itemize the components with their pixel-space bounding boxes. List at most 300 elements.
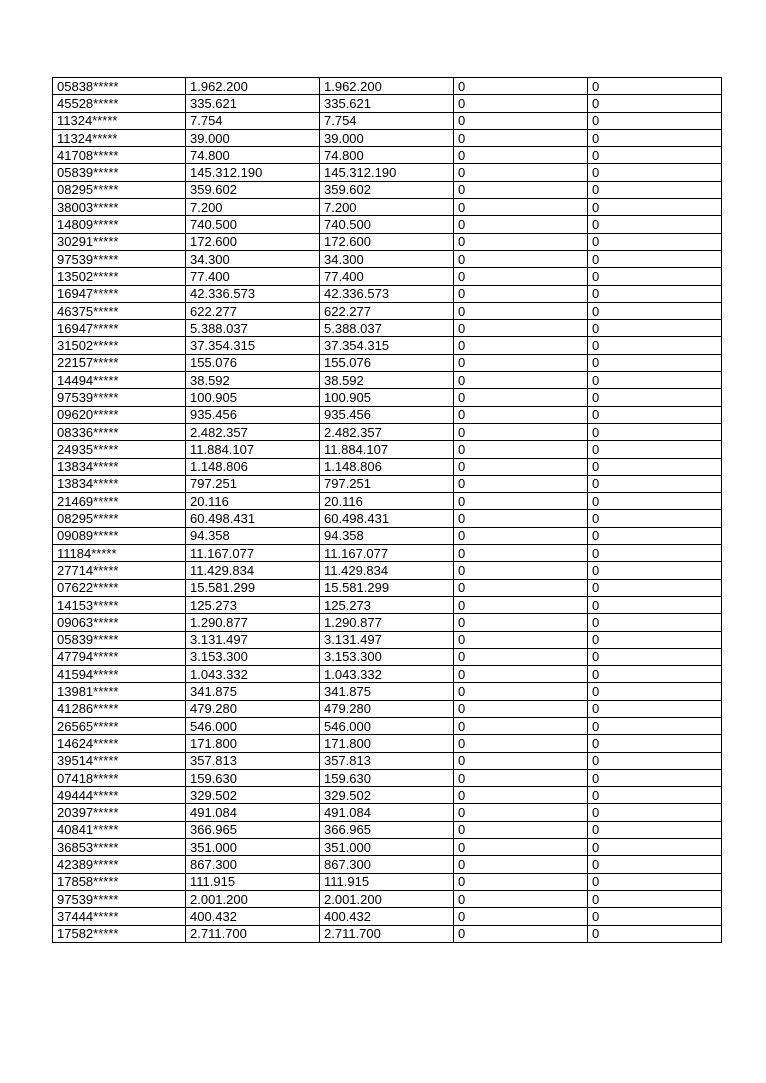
table-row <box>53 527 722 544</box>
zero-cell-2: 0 <box>588 545 722 562</box>
amount-repeat-cell: 39.000 <box>320 129 454 146</box>
table-row <box>53 717 722 734</box>
amount-cell: 1.148.806 <box>186 458 320 475</box>
zero-cell: 0 <box>454 925 588 942</box>
amount-cell: 172.600 <box>186 233 320 250</box>
amount-cell: 2.482.357 <box>186 423 320 440</box>
id-cell: 14809***** <box>53 216 186 233</box>
id-cell: 13502***** <box>53 268 186 285</box>
amount-cell: 34.300 <box>186 250 320 267</box>
table-row <box>53 925 722 942</box>
zero-cell-2: 0 <box>588 320 722 337</box>
zero-cell: 0 <box>454 441 588 458</box>
amount-cell: 1.962.200 <box>186 78 320 95</box>
amount-repeat-cell: 2.001.200 <box>320 890 454 907</box>
table-row <box>53 441 722 458</box>
zero-cell: 0 <box>454 320 588 337</box>
data-table <box>52 77 722 943</box>
id-cell: 42389***** <box>53 856 186 873</box>
amount-repeat-cell: 546.000 <box>320 717 454 734</box>
table-row <box>53 510 722 527</box>
amount-cell: 159.630 <box>186 769 320 786</box>
zero-cell-2: 0 <box>588 510 722 527</box>
zero-cell-2: 0 <box>588 752 722 769</box>
zero-cell: 0 <box>454 787 588 804</box>
id-cell: 17582***** <box>53 925 186 942</box>
amount-cell: 94.358 <box>186 527 320 544</box>
zero-cell: 0 <box>454 95 588 112</box>
zero-cell-2: 0 <box>588 233 722 250</box>
id-cell: 05838***** <box>53 78 186 95</box>
amount-cell: 3.153.300 <box>186 648 320 665</box>
id-cell: 07418***** <box>53 769 186 786</box>
amount-cell: 335.621 <box>186 95 320 112</box>
amount-cell: 3.131.497 <box>186 631 320 648</box>
zero-cell: 0 <box>454 458 588 475</box>
zero-cell: 0 <box>454 164 588 181</box>
id-cell: 11324***** <box>53 112 186 129</box>
id-cell: 09089***** <box>53 527 186 544</box>
table-row <box>53 233 722 250</box>
amount-cell: 125.273 <box>186 596 320 613</box>
amount-repeat-cell: 11.429.834 <box>320 562 454 579</box>
amount-repeat-cell: 479.280 <box>320 700 454 717</box>
amount-cell: 622.277 <box>186 302 320 319</box>
amount-repeat-cell: 7.200 <box>320 199 454 216</box>
amount-cell: 39.000 <box>186 129 320 146</box>
zero-cell-2: 0 <box>588 683 722 700</box>
amount-cell: 42.336.573 <box>186 285 320 302</box>
id-cell: 08295***** <box>53 510 186 527</box>
zero-cell: 0 <box>454 804 588 821</box>
table-row <box>53 579 722 596</box>
zero-cell: 0 <box>454 614 588 631</box>
zero-cell-2: 0 <box>588 839 722 856</box>
zero-cell-2: 0 <box>588 372 722 389</box>
amount-cell: 38.592 <box>186 372 320 389</box>
table-row <box>53 423 722 440</box>
id-cell: 46375***** <box>53 302 186 319</box>
table-row <box>53 873 722 890</box>
table-row <box>53 164 722 181</box>
amount-cell: 155.076 <box>186 354 320 371</box>
zero-cell: 0 <box>454 717 588 734</box>
amount-cell: 359.602 <box>186 181 320 198</box>
id-cell: 45528***** <box>53 95 186 112</box>
amount-repeat-cell: 2.711.700 <box>320 925 454 942</box>
zero-cell-2: 0 <box>588 890 722 907</box>
amount-cell: 935.456 <box>186 406 320 423</box>
id-cell: 16947***** <box>53 285 186 302</box>
id-cell: 38003***** <box>53 199 186 216</box>
amount-cell: 366.965 <box>186 821 320 838</box>
zero-cell-2: 0 <box>588 856 722 873</box>
amount-cell: 867.300 <box>186 856 320 873</box>
zero-cell: 0 <box>454 199 588 216</box>
zero-cell-2: 0 <box>588 458 722 475</box>
amount-repeat-cell: 145.312.190 <box>320 164 454 181</box>
amount-cell: 341.875 <box>186 683 320 700</box>
amount-cell: 351.000 <box>186 839 320 856</box>
zero-cell: 0 <box>454 389 588 406</box>
id-cell: 21469***** <box>53 493 186 510</box>
id-cell: 27714***** <box>53 562 186 579</box>
table-row <box>53 804 722 821</box>
amount-repeat-cell: 329.502 <box>320 787 454 804</box>
amount-repeat-cell: 400.432 <box>320 908 454 925</box>
amount-repeat-cell: 366.965 <box>320 821 454 838</box>
zero-cell-2: 0 <box>588 216 722 233</box>
zero-cell-2: 0 <box>588 631 722 648</box>
zero-cell: 0 <box>454 216 588 233</box>
amount-cell: 37.354.315 <box>186 337 320 354</box>
table-row <box>53 129 722 146</box>
table-row <box>53 596 722 613</box>
amount-cell: 1.290.877 <box>186 614 320 631</box>
amount-cell: 74.800 <box>186 147 320 164</box>
zero-cell: 0 <box>454 302 588 319</box>
zero-cell: 0 <box>454 406 588 423</box>
zero-cell-2: 0 <box>588 268 722 285</box>
table-row <box>53 666 722 683</box>
table-row <box>53 752 722 769</box>
table-row <box>53 181 722 198</box>
table-row <box>53 493 722 510</box>
zero-cell: 0 <box>454 648 588 665</box>
amount-repeat-cell: 125.273 <box>320 596 454 613</box>
zero-cell: 0 <box>454 354 588 371</box>
zero-cell-2: 0 <box>588 648 722 665</box>
zero-cell: 0 <box>454 527 588 544</box>
zero-cell-2: 0 <box>588 527 722 544</box>
zero-cell: 0 <box>454 129 588 146</box>
table-row <box>53 475 722 492</box>
id-cell: 41708***** <box>53 147 186 164</box>
table-row <box>53 458 722 475</box>
zero-cell-2: 0 <box>588 199 722 216</box>
amount-repeat-cell: 11.884.107 <box>320 441 454 458</box>
id-cell: 20397***** <box>53 804 186 821</box>
id-cell: 14624***** <box>53 735 186 752</box>
zero-cell-2: 0 <box>588 406 722 423</box>
zero-cell-2: 0 <box>588 95 722 112</box>
id-cell: 41594***** <box>53 666 186 683</box>
amount-repeat-cell: 1.148.806 <box>320 458 454 475</box>
zero-cell: 0 <box>454 510 588 527</box>
amount-cell: 2.001.200 <box>186 890 320 907</box>
zero-cell: 0 <box>454 735 588 752</box>
zero-cell: 0 <box>454 856 588 873</box>
amount-cell: 11.884.107 <box>186 441 320 458</box>
table-row <box>53 631 722 648</box>
zero-cell: 0 <box>454 631 588 648</box>
id-cell: 07622***** <box>53 579 186 596</box>
zero-cell: 0 <box>454 181 588 198</box>
amount-repeat-cell: 11.167.077 <box>320 545 454 562</box>
zero-cell-2: 0 <box>588 147 722 164</box>
table-row <box>53 648 722 665</box>
id-cell: 16947***** <box>53 320 186 337</box>
zero-cell: 0 <box>454 268 588 285</box>
zero-cell: 0 <box>454 285 588 302</box>
table-row <box>53 199 722 216</box>
id-cell: 09063***** <box>53 614 186 631</box>
zero-cell: 0 <box>454 372 588 389</box>
zero-cell-2: 0 <box>588 250 722 267</box>
zero-cell-2: 0 <box>588 873 722 890</box>
amount-cell: 740.500 <box>186 216 320 233</box>
zero-cell: 0 <box>454 683 588 700</box>
zero-cell-2: 0 <box>588 579 722 596</box>
id-cell: 47794***** <box>53 648 186 665</box>
zero-cell-2: 0 <box>588 562 722 579</box>
id-cell: 08336***** <box>53 423 186 440</box>
table-row <box>53 285 722 302</box>
table-row <box>53 562 722 579</box>
amount-repeat-cell: 42.336.573 <box>320 285 454 302</box>
zero-cell: 0 <box>454 562 588 579</box>
amount-repeat-cell: 94.358 <box>320 527 454 544</box>
table-row <box>53 216 722 233</box>
amount-cell: 1.043.332 <box>186 666 320 683</box>
table-row <box>53 95 722 112</box>
amount-cell: 357.813 <box>186 752 320 769</box>
amount-repeat-cell: 935.456 <box>320 406 454 423</box>
amount-repeat-cell: 351.000 <box>320 839 454 856</box>
zero-cell-2: 0 <box>588 717 722 734</box>
zero-cell-2: 0 <box>588 112 722 129</box>
zero-cell-2: 0 <box>588 475 722 492</box>
zero-cell: 0 <box>454 337 588 354</box>
zero-cell-2: 0 <box>588 596 722 613</box>
amount-repeat-cell: 111.915 <box>320 873 454 890</box>
amount-repeat-cell: 7.754 <box>320 112 454 129</box>
table-row <box>53 112 722 129</box>
table-row <box>53 337 722 354</box>
zero-cell-2: 0 <box>588 129 722 146</box>
amount-repeat-cell: 15.581.299 <box>320 579 454 596</box>
zero-cell: 0 <box>454 839 588 856</box>
table-row <box>53 302 722 319</box>
table-row <box>53 787 722 804</box>
zero-cell: 0 <box>454 475 588 492</box>
amount-repeat-cell: 2.482.357 <box>320 423 454 440</box>
id-cell: 24935***** <box>53 441 186 458</box>
zero-cell-2: 0 <box>588 614 722 631</box>
zero-cell: 0 <box>454 233 588 250</box>
table-row <box>53 147 722 164</box>
amount-cell: 5.388.037 <box>186 320 320 337</box>
zero-cell: 0 <box>454 423 588 440</box>
amount-repeat-cell: 155.076 <box>320 354 454 371</box>
zero-cell: 0 <box>454 769 588 786</box>
id-cell: 14494***** <box>53 372 186 389</box>
zero-cell-2: 0 <box>588 337 722 354</box>
amount-repeat-cell: 335.621 <box>320 95 454 112</box>
amount-repeat-cell: 357.813 <box>320 752 454 769</box>
amount-cell: 60.498.431 <box>186 510 320 527</box>
amount-repeat-cell: 797.251 <box>320 475 454 492</box>
zero-cell-2: 0 <box>588 821 722 838</box>
id-cell: 11184***** <box>53 545 186 562</box>
amount-repeat-cell: 37.354.315 <box>320 337 454 354</box>
zero-cell-2: 0 <box>588 908 722 925</box>
table-row <box>53 769 722 786</box>
zero-cell-2: 0 <box>588 389 722 406</box>
zero-cell-2: 0 <box>588 925 722 942</box>
table-row <box>53 839 722 856</box>
amount-cell: 491.084 <box>186 804 320 821</box>
zero-cell: 0 <box>454 579 588 596</box>
zero-cell-2: 0 <box>588 700 722 717</box>
id-cell: 39514***** <box>53 752 186 769</box>
amount-cell: 111.915 <box>186 873 320 890</box>
id-cell: 05839***** <box>53 631 186 648</box>
amount-repeat-cell: 1.290.877 <box>320 614 454 631</box>
zero-cell-2: 0 <box>588 493 722 510</box>
zero-cell: 0 <box>454 112 588 129</box>
amount-cell: 20.116 <box>186 493 320 510</box>
zero-cell-2: 0 <box>588 164 722 181</box>
amount-repeat-cell: 20.116 <box>320 493 454 510</box>
amount-repeat-cell: 171.800 <box>320 735 454 752</box>
id-cell: 41286***** <box>53 700 186 717</box>
zero-cell-2: 0 <box>588 441 722 458</box>
id-cell: 30291***** <box>53 233 186 250</box>
amount-cell: 329.502 <box>186 787 320 804</box>
table-row <box>53 250 722 267</box>
zero-cell-2: 0 <box>588 285 722 302</box>
table-row <box>53 908 722 925</box>
zero-cell-2: 0 <box>588 769 722 786</box>
zero-cell: 0 <box>454 890 588 907</box>
id-cell: 31502***** <box>53 337 186 354</box>
zero-cell-2: 0 <box>588 423 722 440</box>
zero-cell: 0 <box>454 596 588 613</box>
zero-cell-2: 0 <box>588 78 722 95</box>
id-cell: 13834***** <box>53 475 186 492</box>
amount-repeat-cell: 622.277 <box>320 302 454 319</box>
zero-cell-2: 0 <box>588 666 722 683</box>
table-row <box>53 354 722 371</box>
zero-cell: 0 <box>454 908 588 925</box>
amount-cell: 77.400 <box>186 268 320 285</box>
amount-repeat-cell: 867.300 <box>320 856 454 873</box>
zero-cell-2: 0 <box>588 787 722 804</box>
id-cell: 17858***** <box>53 873 186 890</box>
table-row <box>53 372 722 389</box>
table-row <box>53 320 722 337</box>
amount-cell: 11.429.834 <box>186 562 320 579</box>
zero-cell: 0 <box>454 78 588 95</box>
amount-repeat-cell: 5.388.037 <box>320 320 454 337</box>
table-row <box>53 735 722 752</box>
table-row <box>53 890 722 907</box>
table-row <box>53 268 722 285</box>
amount-repeat-cell: 1.043.332 <box>320 666 454 683</box>
amount-repeat-cell: 341.875 <box>320 683 454 700</box>
amount-cell: 15.581.299 <box>186 579 320 596</box>
zero-cell-2: 0 <box>588 804 722 821</box>
amount-repeat-cell: 740.500 <box>320 216 454 233</box>
amount-repeat-cell: 1.962.200 <box>320 78 454 95</box>
id-cell: 40841***** <box>53 821 186 838</box>
amount-repeat-cell: 491.084 <box>320 804 454 821</box>
amount-repeat-cell: 100.905 <box>320 389 454 406</box>
zero-cell: 0 <box>454 752 588 769</box>
table-row <box>53 78 722 95</box>
id-cell: 13834***** <box>53 458 186 475</box>
id-cell: 09620***** <box>53 406 186 423</box>
zero-cell: 0 <box>454 545 588 562</box>
table-row <box>53 406 722 423</box>
amount-repeat-cell: 159.630 <box>320 769 454 786</box>
zero-cell: 0 <box>454 147 588 164</box>
amount-cell: 145.312.190 <box>186 164 320 181</box>
zero-cell: 0 <box>454 666 588 683</box>
amount-repeat-cell: 359.602 <box>320 181 454 198</box>
id-cell: 97539***** <box>53 890 186 907</box>
id-cell: 97539***** <box>53 389 186 406</box>
zero-cell: 0 <box>454 493 588 510</box>
amount-repeat-cell: 60.498.431 <box>320 510 454 527</box>
id-cell: 05839***** <box>53 164 186 181</box>
id-cell: 36853***** <box>53 839 186 856</box>
zero-cell: 0 <box>454 821 588 838</box>
table-row <box>53 683 722 700</box>
amount-cell: 2.711.700 <box>186 925 320 942</box>
amount-repeat-cell: 38.592 <box>320 372 454 389</box>
amount-cell: 797.251 <box>186 475 320 492</box>
amount-cell: 11.167.077 <box>186 545 320 562</box>
amount-cell: 479.280 <box>186 700 320 717</box>
id-cell: 08295***** <box>53 181 186 198</box>
id-cell: 26565***** <box>53 717 186 734</box>
amount-repeat-cell: 77.400 <box>320 268 454 285</box>
zero-cell-2: 0 <box>588 735 722 752</box>
id-cell: 49444***** <box>53 787 186 804</box>
amount-repeat-cell: 34.300 <box>320 250 454 267</box>
table-row <box>53 821 722 838</box>
amount-repeat-cell: 3.153.300 <box>320 648 454 665</box>
table-row <box>53 614 722 631</box>
id-cell: 13981***** <box>53 683 186 700</box>
amount-cell: 546.000 <box>186 717 320 734</box>
amount-cell: 7.200 <box>186 199 320 216</box>
table-row <box>53 389 722 406</box>
amount-cell: 7.754 <box>186 112 320 129</box>
id-cell: 37444***** <box>53 908 186 925</box>
id-cell: 22157***** <box>53 354 186 371</box>
amount-cell: 400.432 <box>186 908 320 925</box>
amount-cell: 171.800 <box>186 735 320 752</box>
zero-cell-2: 0 <box>588 354 722 371</box>
zero-cell: 0 <box>454 873 588 890</box>
amount-repeat-cell: 172.600 <box>320 233 454 250</box>
amount-cell: 100.905 <box>186 389 320 406</box>
zero-cell-2: 0 <box>588 181 722 198</box>
table-body <box>53 78 722 943</box>
zero-cell: 0 <box>454 700 588 717</box>
zero-cell-2: 0 <box>588 302 722 319</box>
amount-repeat-cell: 74.800 <box>320 147 454 164</box>
zero-cell: 0 <box>454 250 588 267</box>
id-cell: 11324***** <box>53 129 186 146</box>
amount-repeat-cell: 3.131.497 <box>320 631 454 648</box>
table-row <box>53 545 722 562</box>
table-row <box>53 700 722 717</box>
id-cell: 97539***** <box>53 250 186 267</box>
